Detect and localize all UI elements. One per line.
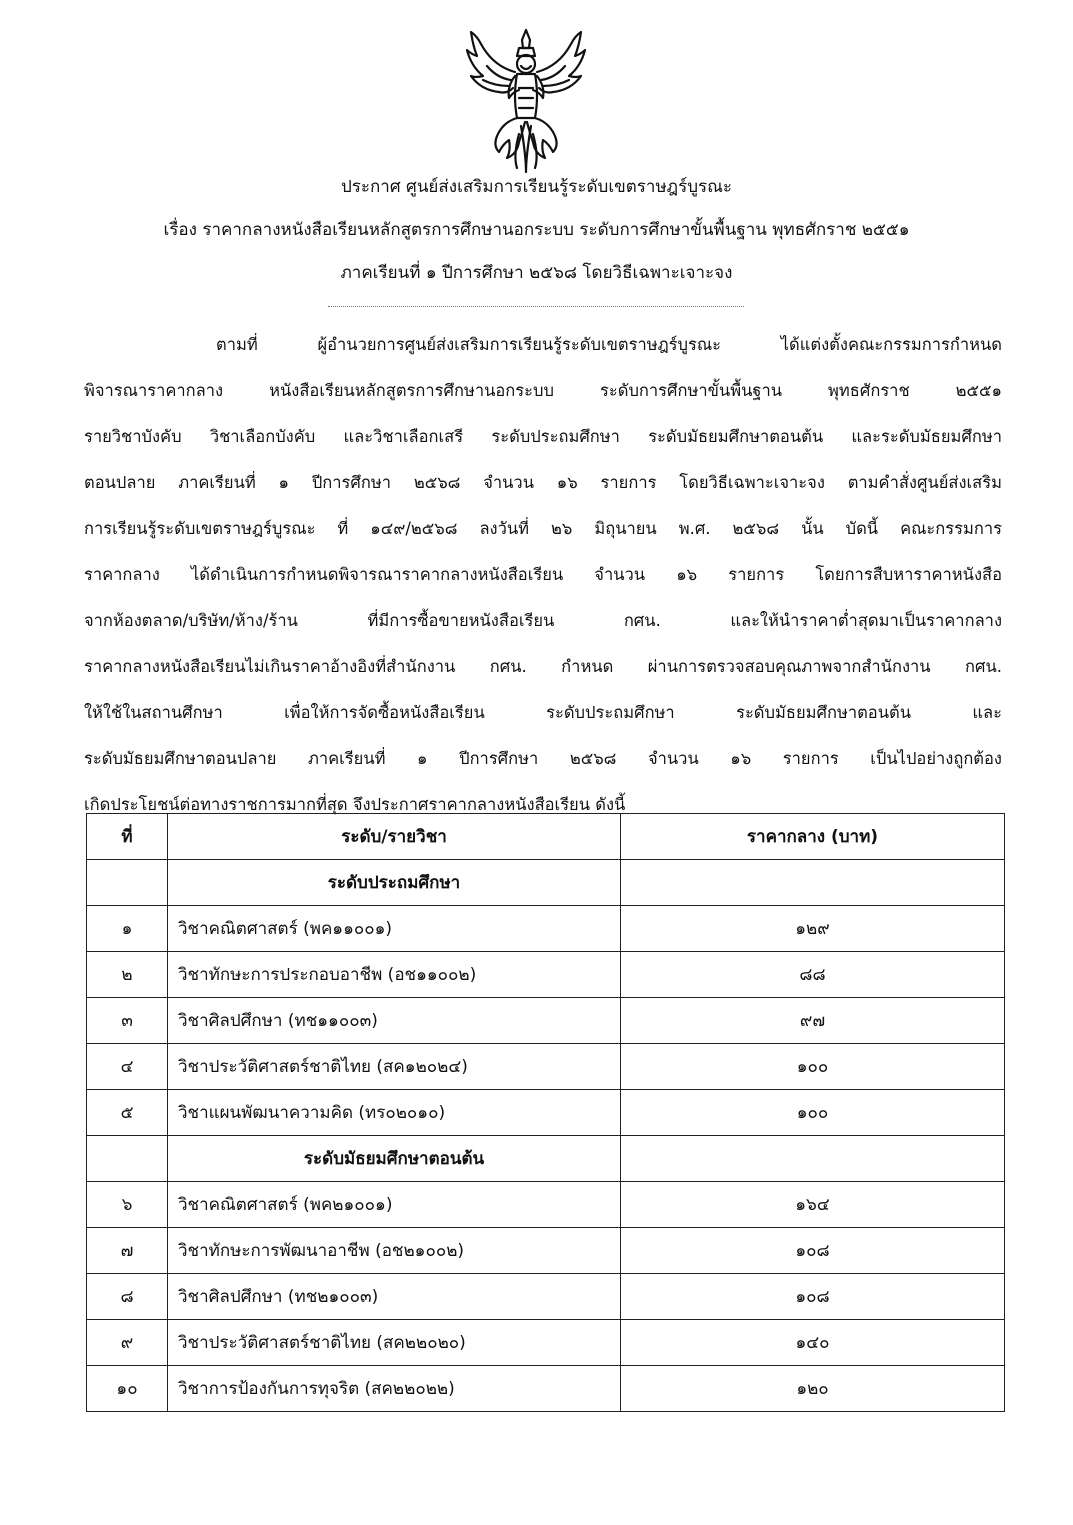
cell-price: ๑๒๐ [621, 1366, 1005, 1412]
cell-no: ๗ [87, 1228, 168, 1274]
section-title: ระดับประถมศึกษา [168, 860, 621, 906]
cell-no: ๖ [87, 1182, 168, 1228]
cell-no: ๙ [87, 1320, 168, 1366]
cell-price: ๑๐๘ [621, 1274, 1005, 1320]
body-line: ตามที่ ผู้อำนวยการศูนย์ส่งเสริมการเรียนรู้ระดับเขตราษฎร์บูรณะ ได้แต่งตั้งคณะกรรมการกำหนด [216, 335, 1002, 354]
cell-price: ๑๖๔ [621, 1182, 1005, 1228]
body-line: ระดับมัธยมศึกษาตอนปลาย ภาคเรียนที่ ๑ ปีการศึกษา ๒๕๖๘ จำนวน ๑๖ รายการ เป็นไปอย่างถูกต้อง [84, 749, 1002, 768]
announcement-title: ประกาศ ศูนย์ส่งเสริมการเรียนรู้ระดับเขตราษฎร์บูรณะ [340, 177, 733, 197]
cell-no: ๒ [87, 952, 168, 998]
cell-price: ๘๘ [621, 952, 1005, 998]
table-header-row [87, 814, 1005, 860]
table-row [87, 1090, 1005, 1136]
table-row [87, 952, 1005, 998]
cell-no: ๑๐ [87, 1366, 168, 1412]
cell-subject: วิชาการป้องกันการทุจริต (สค๒๒๐๒๒) [168, 1366, 621, 1412]
body-line: ราคากลางหนังสือเรียนไม่เกินราคาอ้างอิงที่สำนักงาน กศน. กำหนด ผ่านการตรวจสอบคุณภาพจากสำนักงาน กศน. [84, 657, 1002, 676]
table-row [87, 906, 1005, 952]
body-line: ตอนปลาย ภาคเรียนที่ ๑ ปีการศึกษา ๒๕๖๘ จำนวน ๑๖ รายการ โดยวิธีเฉพาะเจาะจง ตามคำสั่งศูนย์ส่งเสริม [84, 473, 1002, 492]
price-table [86, 813, 1005, 1412]
table-row [87, 1274, 1005, 1320]
cell-subject: วิชาแผนพัฒนาความคิด (ทร๐๒๐๑๐) [168, 1090, 621, 1136]
dotted-separator [328, 306, 744, 307]
body-line: การเรียนรู้ระดับเขตราษฎร์บูรณะ ที่ ๑๔๙/๒๕๖๘ ลงวันที่ ๒๖ มิถุนายน พ.ศ. ๒๕๖๘ นั้น บัดนี้ คณะกรรมการ [84, 519, 1002, 538]
table-row [87, 1044, 1005, 1090]
table-row [87, 998, 1005, 1044]
cell-price: ๙๗ [621, 998, 1005, 1044]
cell-subject: วิชาศิลปศึกษา (ทช๑๑๐๐๓) [168, 998, 621, 1044]
cell-subject: วิชาประวัติศาสตร์ชาติไทย (สค๒๒๐๒๐) [168, 1320, 621, 1366]
body-line: จากห้องตลาด/บริษัท/ห้าง/ร้าน ที่มีการซื้อขายหนังสือเรียน กศน. และให้นำราคาต่ำสุดมาเป็นราคากลาง [84, 611, 1002, 630]
cell-no: ๘ [87, 1274, 168, 1320]
header-price: ราคากลาง (บาท) [621, 814, 1005, 860]
cell-price [621, 860, 1005, 906]
table-row [87, 1320, 1005, 1366]
body-line: รายวิชาบังคับ วิชาเลือกบังคับ และวิชาเลือกเสรี ระดับประถมศึกษา ระดับมัธยมศึกษาตอนต้น และระดับมัธยมศึกษา [84, 427, 1002, 446]
cell-no: ๑ [87, 906, 168, 952]
garuda-emblem-icon [463, 26, 589, 174]
cell-price [621, 1136, 1005, 1182]
table-row [87, 1366, 1005, 1412]
body-line: เกิดประโยชน์ต่อทางราชการมากที่สุด จึงประกาศราคากลางหนังสือเรียน ดังนี้ [84, 795, 626, 814]
header-subject: ระดับ/รายวิชา [168, 814, 621, 860]
table-row [87, 1182, 1005, 1228]
cell-no: ๓ [87, 998, 168, 1044]
body-line: ราคากลาง ได้ดำเนินการกำหนดพิจารณาราคากลางหนังสือเรียน จำนวน ๑๖ รายการ โดยการสืบหาราคาหนังสือ [84, 565, 1002, 584]
cell-price: ๑๐๐ [621, 1044, 1005, 1090]
section-row-primary [87, 860, 1005, 906]
header-no: ที่ [87, 814, 168, 860]
announcement-term: ภาคเรียนที่ ๑ ปีการศึกษา ๒๕๖๘ โดยวิธีเฉพาะเจาะจง [340, 263, 733, 283]
announcement-subject: เรื่อง ราคากลางหนังสือเรียนหลักสูตรการศึกษานอกระบบ ระดับการศึกษาขั้นพื้นฐาน พุทธศักราช ๒๕๕๑ [163, 220, 910, 240]
cell-no: ๔ [87, 1044, 168, 1090]
body-line: พิจารณาราคากลาง หนังสือเรียนหลักสูตรการศึกษานอกระบบ ระดับการศึกษาขั้นพื้นฐาน พุทธศักราช ๒๕๕๑ [84, 381, 1002, 400]
cell-subject: วิชาศิลปศึกษา (ทช๒๑๐๐๓) [168, 1274, 621, 1320]
cell-subject: วิชาคณิตศาสตร์ (พค๒๑๐๐๑) [168, 1182, 621, 1228]
section-row-lower-secondary [87, 1136, 1005, 1182]
body-line: ให้ใช้ในสถานศึกษา เพื่อให้การจัดซื้อหนังสือเรียน ระดับประถมศึกษา ระดับมัธยมศึกษาตอนต้น และ [84, 703, 1002, 722]
cell-subject: วิชาทักษะการประกอบอาชีพ (อช๑๑๐๐๒) [168, 952, 621, 998]
cell-price: ๑๔๐ [621, 1320, 1005, 1366]
cell-subject: วิชาคณิตศาสตร์ (พค๑๑๐๐๑) [168, 906, 621, 952]
section-title: ระดับมัธยมศึกษาตอนต้น [168, 1136, 621, 1182]
cell-no [87, 1136, 168, 1182]
announcement-body [84, 322, 1002, 828]
cell-subject: วิชาประวัติศาสตร์ชาติไทย (สค๑๒๐๒๔) [168, 1044, 621, 1090]
cell-price: ๑๐๘ [621, 1228, 1005, 1274]
cell-price: ๑๒๙ [621, 906, 1005, 952]
cell-price: ๑๐๐ [621, 1090, 1005, 1136]
cell-no: ๕ [87, 1090, 168, 1136]
cell-subject: วิชาทักษะการพัฒนาอาชีพ (อช๒๑๐๐๒) [168, 1228, 621, 1274]
table-row [87, 1228, 1005, 1274]
cell-no [87, 860, 168, 906]
